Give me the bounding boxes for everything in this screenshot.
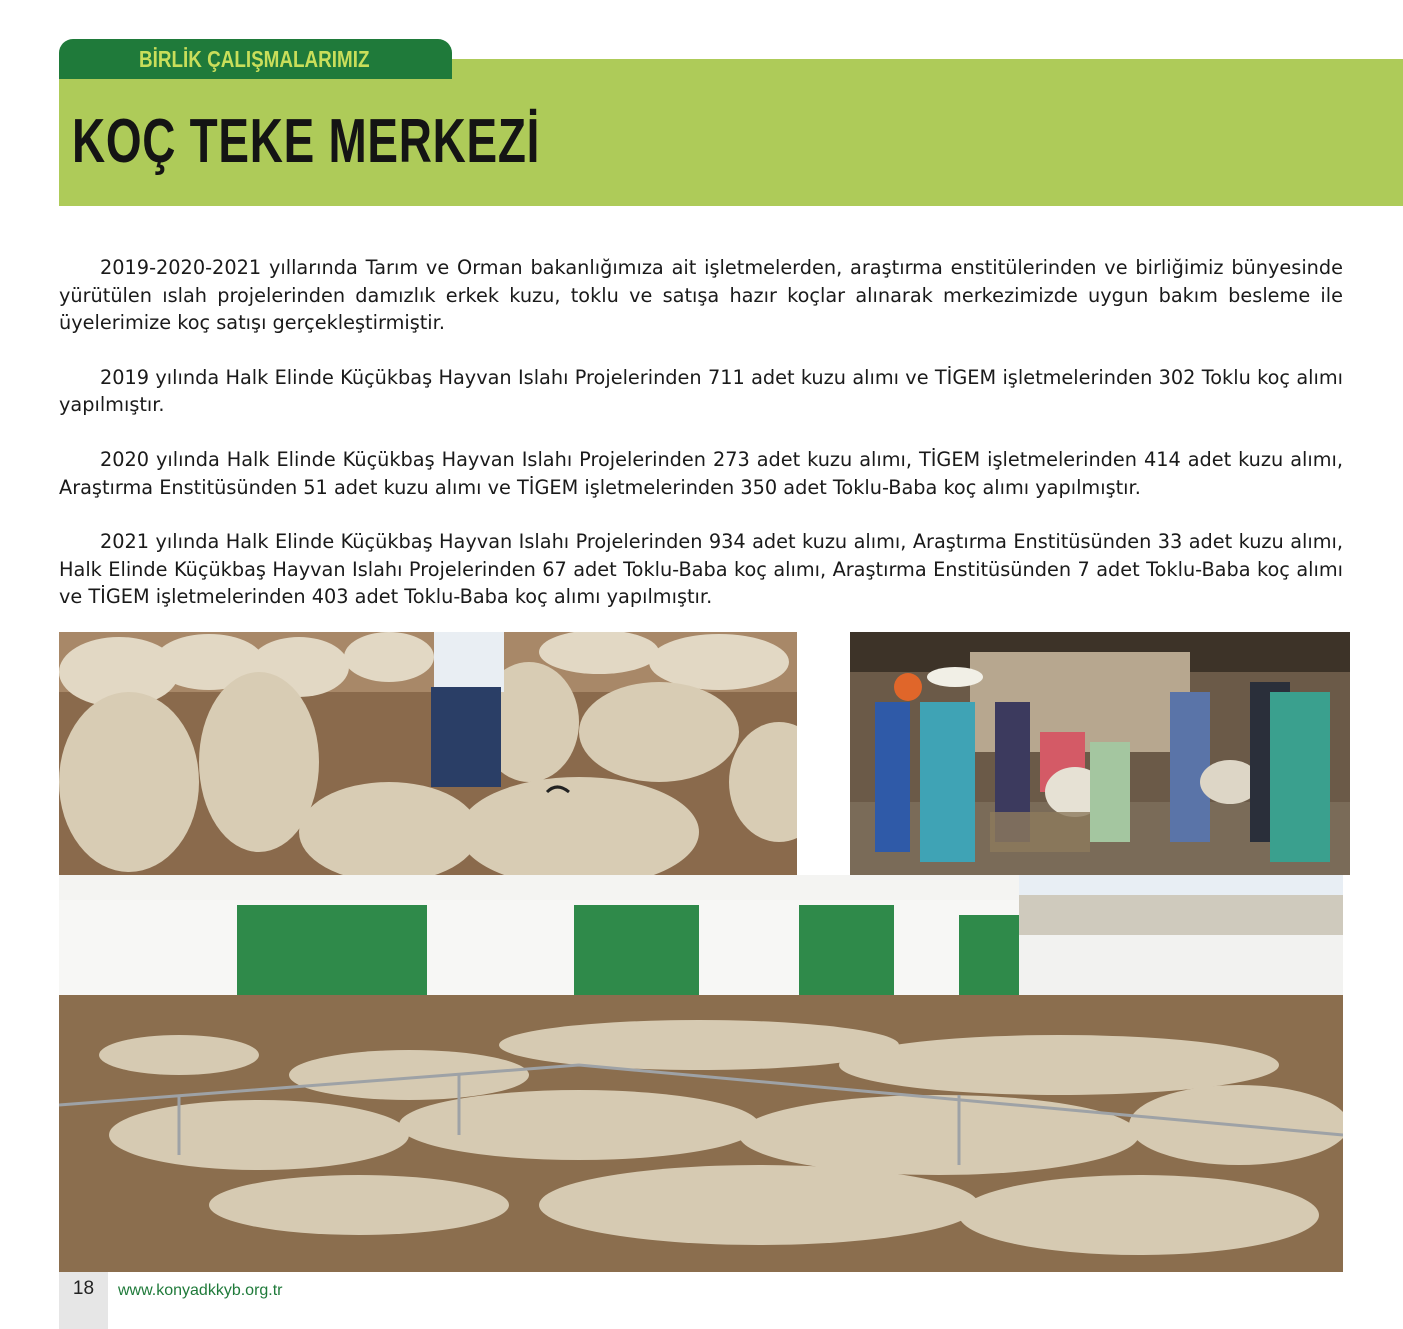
barn-inspection-photo (850, 632, 1350, 875)
sheep-herd-photo (59, 632, 797, 875)
paragraph-2020: 2020 yılında Halk Elinde Küçükbaş Hayvan Islahı Projelerinden 273 adet kuzu alımı, TİGEM işletmelerinden 414 adet kuzu alımı, Araştırma Enstitüsünden 51 adet kuzu alımı ve TİGEM işletmelerinden 350 adet Toklu-Baba koç alımı yapılmıştır. (59, 447, 1343, 499)
page-title: KOÇ TEKE MERKEZİ (72, 107, 541, 176)
farm-overview-photo (59, 875, 1343, 1272)
paragraph-intro: 2019-2020-2021 yıllarında Tarım ve Orman bakanlığımıza ait işletmelerden, araştırma enstitülerinden ve birliğimiz bünyesinde yürütülen ıslah projelerinden damızlık erkek kuzu, toklu ve satışa hazır koçlar alınarak merkezimizde uygun bakım besleme ile üyelerimize koç satışı gerçekleştirmiştir. (59, 256, 1343, 335)
paragraph-2019: 2019 yılında Halk Elinde Küçükbaş Hayvan Islahı Projelerinden 711 adet kuzu alımı ve TİGEM işletmelerinden 302 Toklu koç alımı yapılmıştır. (59, 365, 1343, 417)
section-label: BİRLİK ÇALIŞMALARIMIZ (139, 45, 370, 72)
footer-url[interactable]: www.konyadkkyb.org.tr (118, 1282, 283, 1299)
section-tab (59, 39, 452, 79)
page-number: 18 (72, 1278, 95, 1299)
article-body (59, 254, 1343, 638)
paragraph-2021: 2021 yılında Halk Elinde Küçükbaş Hayvan Islahı Projelerinden 934 adet kuzu alımı, Araştırma Enstitüsünden 33 adet kuzu alımı, Halk Elinde Küçükbaş Hayvan Islahı Projelerinden 67 adet Toklu-Baba koç alımı, Araştırma Enstitüsünden 7 adet Toklu-Baba koç alımı ve TİGEM işletmelerinden 403 adet Toklu-Baba koç alımı yapılmıştır. (59, 530, 1343, 609)
